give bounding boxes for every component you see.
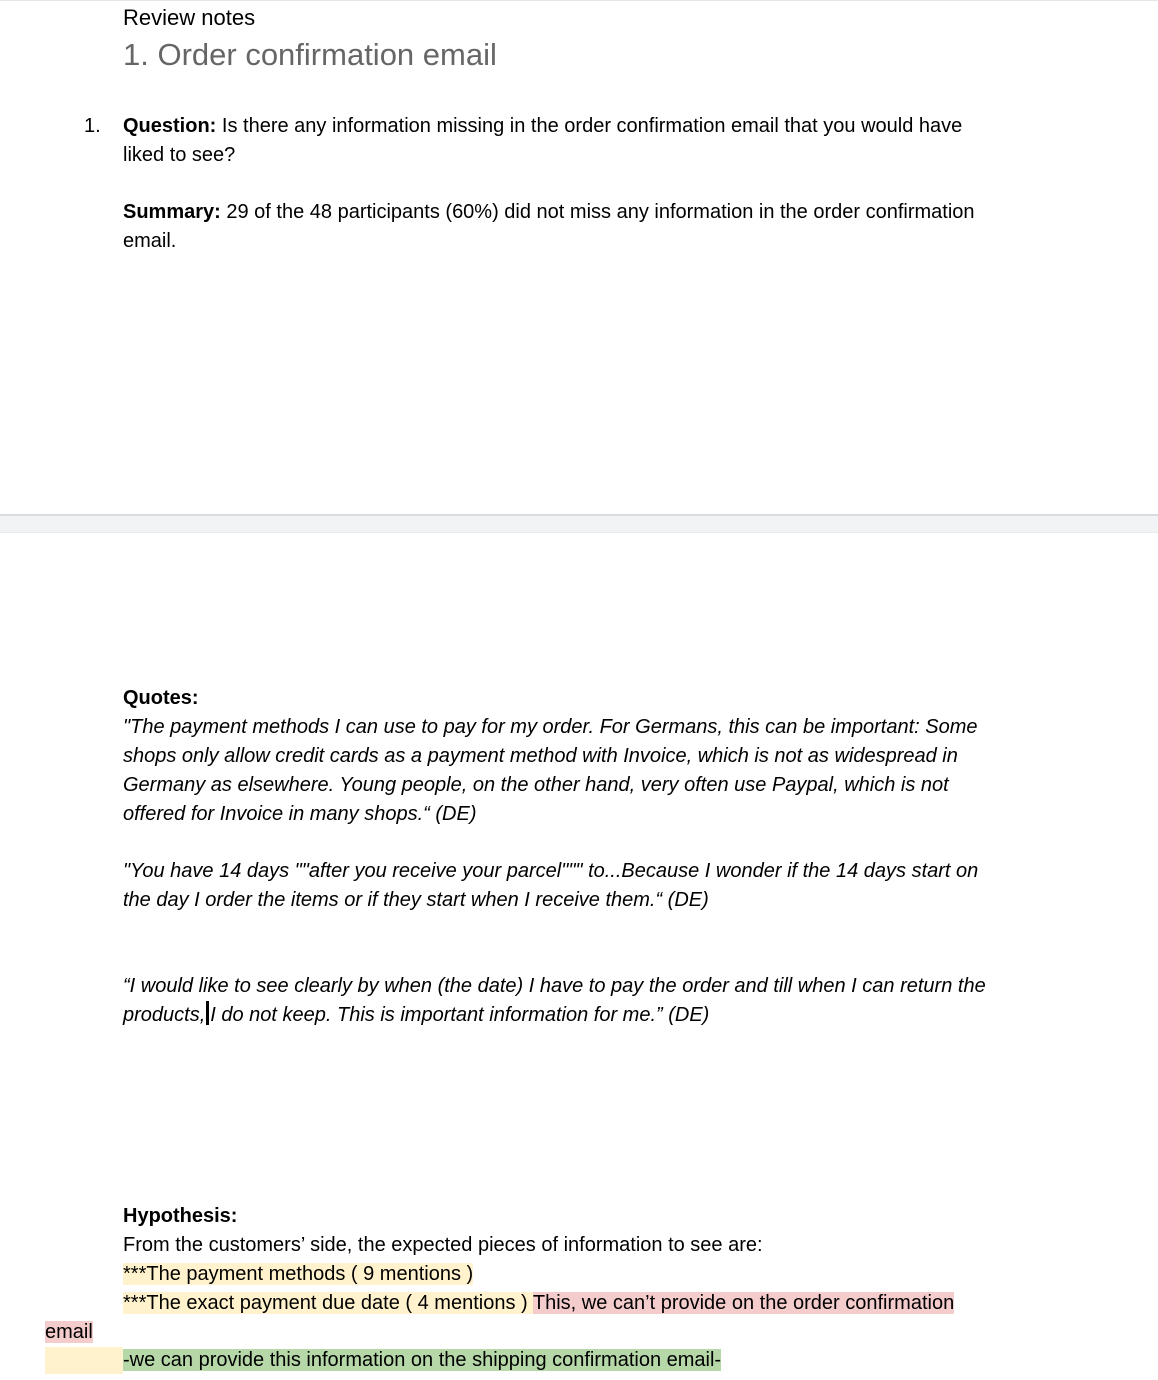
wrapped-comment-line[interactable] — [45, 1318, 93, 1347]
quote-2-line[interactable]: "You have 14 days ""after you receive your parcel""" to...Because I wonder if the 14 days start on — [123, 860, 979, 882]
green-comment-line[interactable] — [123, 1346, 721, 1375]
summary-line-2[interactable]: email. — [123, 230, 177, 252]
quote-3-line[interactable]: products, I do not keep. This is important information for me.” (DE) — [123, 1001, 709, 1030]
list-number: 1. — [84, 115, 101, 137]
summary-text: 29 of the 48 participants (60%) did not miss any information in the order confirmation — [220, 201, 975, 223]
document-page-1 — [0, 0, 1158, 517]
quote-2-line[interactable]: the day I order the items or if they start when I receive them.“ (DE) — [123, 889, 709, 911]
question-label: Question: — [123, 115, 217, 137]
red-highlight-comment: email — [45, 1321, 93, 1343]
red-highlight-comment: This, we can’t provide on the order confirmation — [532, 1292, 955, 1314]
hypothesis-item-2[interactable] — [123, 1289, 954, 1318]
page-break — [0, 514, 1158, 533]
quotes-label[interactable]: Quotes: — [123, 687, 199, 709]
summary-line-1[interactable] — [123, 198, 975, 227]
green-highlight-comment: -we can provide this information on the shipping confirmation email- — [123, 1349, 722, 1371]
quote-1-line[interactable]: shops only allow credit cards as a payment method with Invoice, which is not as widespread in — [123, 745, 958, 767]
question-line-1[interactable] — [123, 112, 962, 141]
question-text: Is there any information missing in the order confirmation email that you would have — [216, 115, 963, 137]
quote-3-line[interactable]: “I would like to see clearly by when (the date) I have to pay the order and till when I can return the — [123, 975, 986, 997]
yellow-highlight: ***The exact payment due date ( 4 mentions ) — [123, 1292, 533, 1314]
quote-1-line[interactable]: "The payment methods I can use to pay for my order. For Germans, this can be important: Some — [123, 716, 978, 738]
yellow-highlight-indent — [45, 1347, 123, 1374]
section-heading: 1. Order confirmation email — [123, 37, 497, 72]
text-cursor — [206, 1001, 209, 1025]
hypothesis-item-1[interactable] — [123, 1260, 473, 1289]
summary-label: Summary: — [123, 201, 221, 223]
hypothesis-intro[interactable]: From the customers’ side, the expected pieces of information to see are: — [123, 1234, 763, 1256]
document-title: Review notes — [123, 5, 256, 30]
yellow-highlight: ***The payment methods ( 9 mentions ) — [123, 1263, 474, 1285]
quote-1-line[interactable]: Germany as elsewhere. Young people, on the other hand, very often use Paypal, which is not — [123, 774, 949, 796]
hypothesis-label[interactable]: Hypothesis: — [123, 1205, 238, 1227]
question-line-2[interactable]: liked to see? — [123, 144, 236, 166]
quote-1-line[interactable]: offered for Invoice in many shops.“ (DE) — [123, 803, 477, 825]
